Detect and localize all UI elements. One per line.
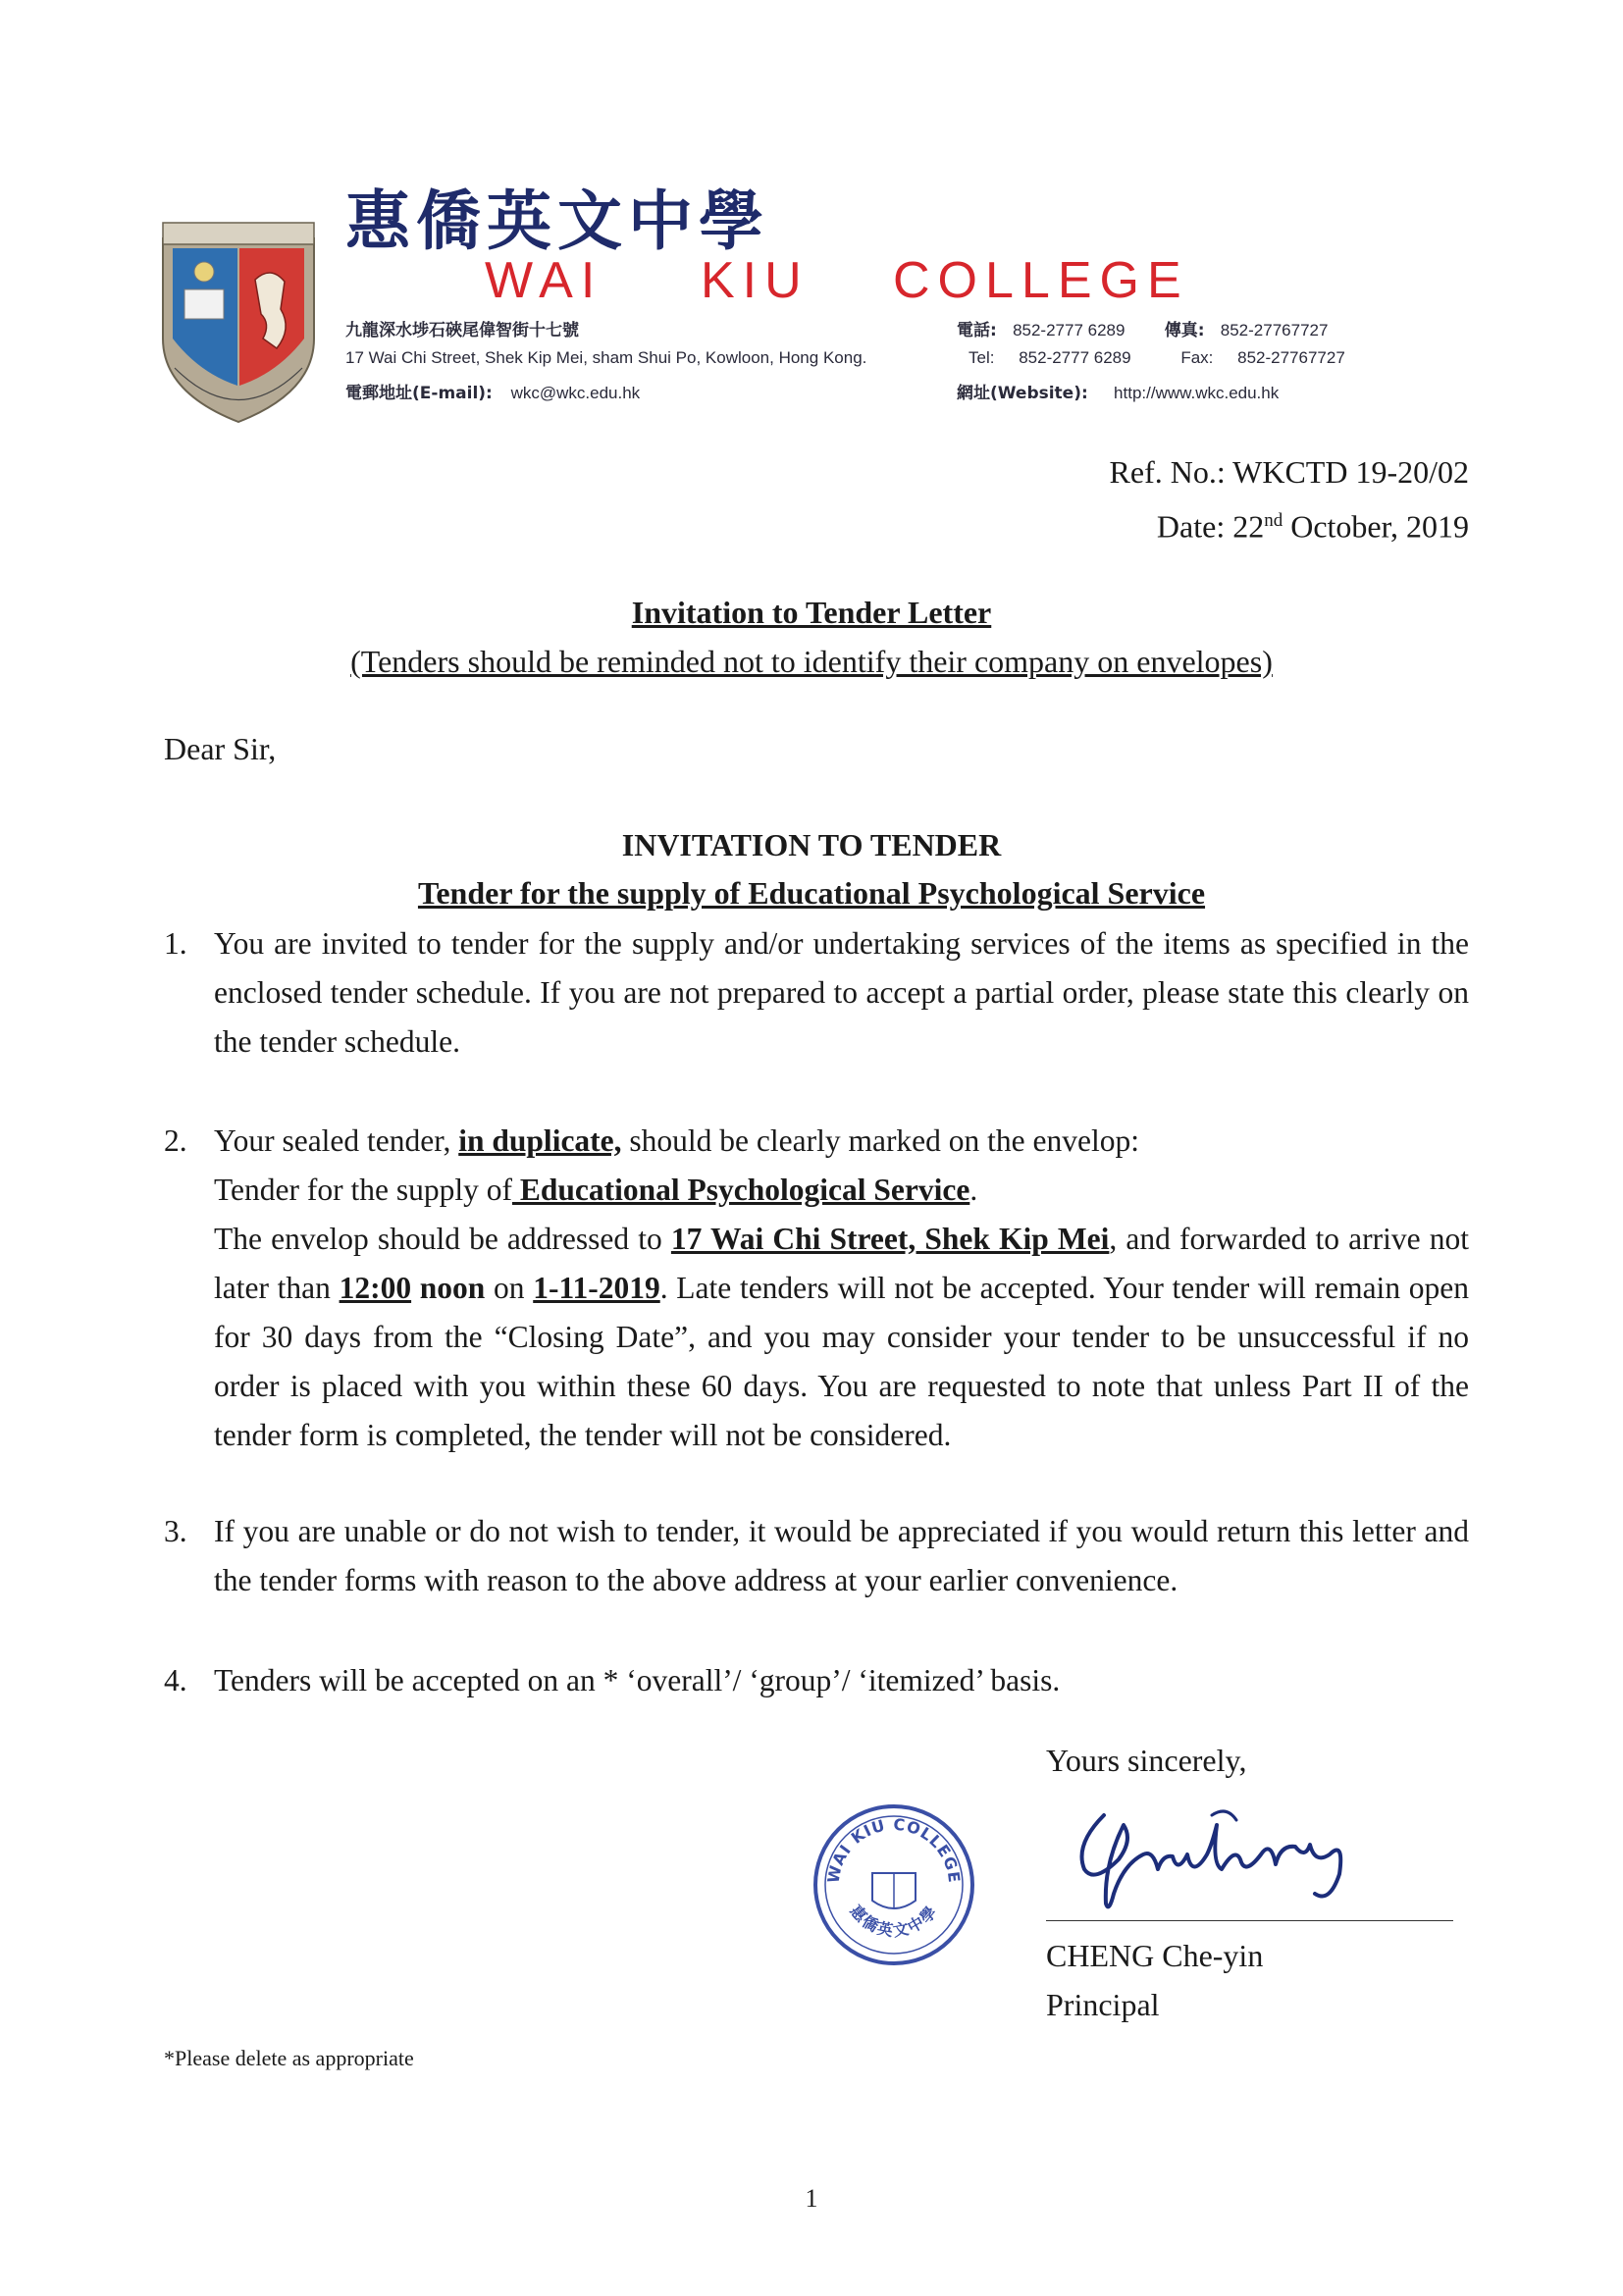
page-number: 1 — [805, 2184, 818, 2213]
school-seal-stamp — [810, 1800, 978, 1969]
fax-label: Fax: — [1180, 348, 1214, 367]
fax-label-cn: 傳真: — [1164, 321, 1205, 340]
school-name-word: WAI — [485, 252, 603, 309]
item-text: If you are unable or do not wish to tender, it would be appreciated if you would return this letter and the tender forms with reason to the above address at your earlier convenience. — [214, 1514, 1469, 1597]
valediction: Yours sincerely, — [1046, 1743, 1247, 1778]
email-address[interactable]: wkc@wkc.edu.hk — [510, 384, 641, 402]
item-text: Tenders will be accepted on an * ‘overall’/ ‘group’/ ‘itemized’ basis. — [214, 1663, 1061, 1697]
address-chinese: 九龍深水埗石硤尾偉智街十七號 — [345, 321, 579, 340]
school-name-word: COLLEGE — [893, 252, 1189, 309]
letter-subtitle: (Tenders should be reminded not to identify their company on envelopes) — [350, 644, 1273, 679]
tel-fax-english — [969, 348, 1345, 368]
website-line — [957, 379, 1279, 403]
school-crest-logo — [155, 221, 322, 432]
handwritten-signature — [1065, 1786, 1398, 1918]
signature-line — [1046, 1920, 1453, 1921]
signer-name: CHENG Che-yin — [1046, 1938, 1264, 1973]
item-number: 2. — [164, 1123, 187, 1158]
seal-text-chinese: 惠僑英文中學 — [846, 1901, 942, 1941]
tel-number: 852-2777 6289 — [1019, 348, 1131, 367]
list-item — [164, 1656, 1469, 1705]
tel-label-cn: 電話: — [957, 321, 997, 340]
item-number: 1. — [164, 926, 187, 961]
list-item — [164, 1117, 1469, 1460]
email-line — [345, 379, 640, 403]
address-english: 17 Wai Chi Street, Shek Kip Mei, sham Shui Po, Kowloon, Hong Kong. — [345, 348, 867, 367]
tel-number-cn: 852-2777 6289 — [1013, 321, 1126, 339]
website-url[interactable]: http://www.wkc.edu.hk — [1114, 384, 1280, 402]
reference-block — [1110, 447, 1469, 551]
list-item — [164, 919, 1469, 1067]
tel-fax-chinese — [957, 316, 1328, 340]
fax-number: 852-27767727 — [1237, 348, 1345, 367]
section-subheading: Tender for the supply of Educational Psychological Service — [417, 875, 1206, 911]
reference-number: Ref. No.: WKCTD 19-20/02 — [1109, 454, 1469, 490]
item-number: 4. — [164, 1663, 187, 1697]
school-name-word: KIU — [701, 252, 810, 309]
item-text: Your sealed tender, in duplicate, should be clearly marked on the envelop: Tender for the supply of Educational Psychological Service. The envelop should be addressed to 17 Wai Chi Street, Shek Kip Mei, and forwarded to arrive not later than 12:00 noon on 1-11-2019. Late tenders will not be accepted. Your tender will remain open for 30 days from the “Closing Date”, and you may consider your tender to be unsuccessful if no order is placed with you within these 60 days. You are requested to note that unless Part II of the tender form is completed, the tender will not be considered. — [214, 1123, 1469, 1452]
item-text: You are invited to tender for the supply and/or undertaking services of the items as specified in the enclosed tender schedule. If you are not prepared to accept a partial order, please state this clearly on the tender schedule. — [214, 926, 1469, 1059]
item-number: 3. — [164, 1514, 187, 1548]
signer-title: Principal — [1046, 1987, 1160, 2022]
fax-number-cn: 852-27767727 — [1220, 321, 1329, 339]
footnote: *Please delete as appropriate — [164, 2046, 414, 2070]
letter-title: Invitation to Tender Letter — [631, 595, 992, 630]
tel-label: Tel: — [969, 348, 995, 367]
seal-text: WAI KIU COLLEGE — [823, 1814, 965, 1885]
letter-date: Date: 22nd October, 2019 — [1156, 508, 1469, 545]
section-heading: INVITATION TO TENDER — [621, 827, 1002, 862]
website-label: 網址(Website): — [957, 384, 1088, 403]
list-item — [164, 1507, 1469, 1605]
salutation: Dear Sir, — [164, 731, 277, 766]
email-label: 電郵地址(E-mail): — [345, 384, 493, 403]
school-name-chinese: 惠僑英文中學 — [345, 183, 769, 259]
